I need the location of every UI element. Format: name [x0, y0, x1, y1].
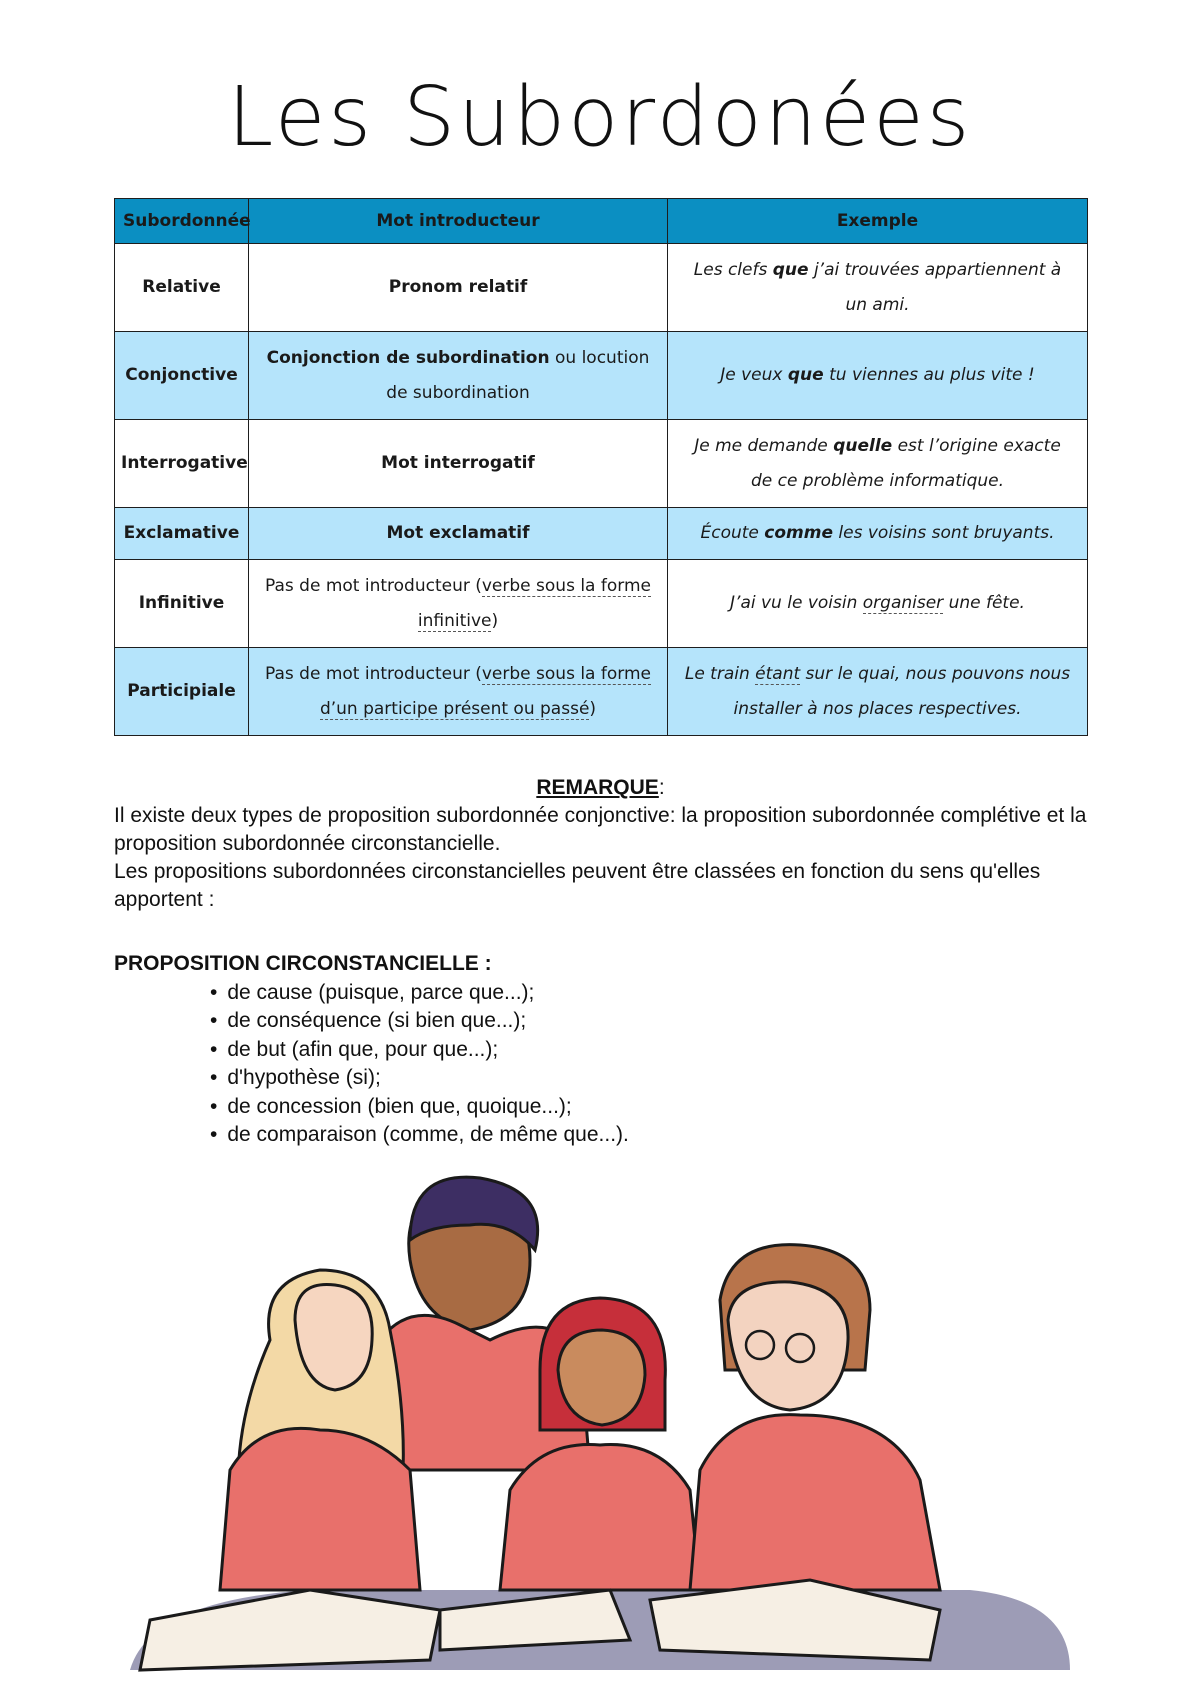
row-intro: [249, 244, 668, 332]
subordinates-table: [114, 198, 1088, 736]
row-intro: [249, 648, 668, 736]
header-exemple: Exemple: [668, 199, 1088, 244]
row-example: [668, 244, 1088, 332]
table-row: [115, 508, 1088, 560]
row-example: [668, 560, 1088, 648]
example-keyword: que: [772, 259, 809, 280]
row-name: Infinitive: [115, 560, 249, 648]
example-text: sur le quai, nous pouvons nous installer à nos places respectives.: [733, 663, 1071, 719]
intro-text: ): [491, 610, 499, 631]
example-underlined: organiser: [862, 593, 944, 613]
table-row: [115, 560, 1088, 648]
list-item: • de comparaison (comme, de même que...).: [210, 1121, 1014, 1150]
table-row: [115, 420, 1088, 508]
student-blonde: [220, 1270, 420, 1590]
row-name: Participiale: [115, 648, 249, 736]
circonstancielle-section: [114, 950, 1014, 1150]
row-example: [668, 420, 1088, 508]
page-title: Les Subordonées: [227, 70, 973, 165]
list-item: • de concession (bien que, quoique...);: [210, 1093, 1014, 1122]
list-item: • de but (afin que, pour que...);: [210, 1036, 1014, 1065]
example-keyword: que: [787, 365, 824, 385]
example-text: une fête.: [943, 593, 1025, 613]
example-keyword: comme: [764, 523, 834, 543]
example-text: Je veux: [720, 365, 788, 385]
header-mot-introducteur: Mot introducteur: [249, 199, 668, 244]
list-item: • de conséquence (si bien que...);: [210, 1007, 1014, 1036]
list-item: • de cause (puisque, parce que...);: [210, 979, 1014, 1008]
student-glasses: [690, 1245, 940, 1590]
list-item: • d'hypothèse (si);: [210, 1064, 1014, 1093]
circonstancielle-title: PROPOSITION CIRCONSTANCIELLE :: [114, 952, 492, 975]
row-intro: [249, 420, 668, 508]
table-header-row: [115, 199, 1088, 244]
remark-paragraph-1: Il existe deux types de proposition subordonnée conjonctive: la proposition subordonnée complétive et la proposition subordonnée circonstancielle.: [114, 804, 1087, 855]
row-example: [668, 648, 1088, 736]
table-row: [115, 648, 1088, 736]
intro-bold: Mot exclamatif: [386, 523, 530, 543]
intro-text: ): [589, 698, 597, 719]
students-illustration: [110, 1170, 1090, 1690]
example-text: j’ai trouvées appartiennent à un ami.: [808, 259, 1062, 315]
row-name: Interrogative: [115, 420, 249, 508]
example-text: est l’origine exacte de ce problème informatique.: [750, 435, 1061, 491]
intro-underlined: verbe sous la forme infinitive: [417, 575, 651, 631]
intro-bold: Conjonction de subordination: [266, 347, 550, 368]
row-name: Conjonctive: [115, 332, 249, 420]
intro-underlined: verbe sous la forme d’un participe présent ou passé: [319, 663, 651, 719]
example-text: J’ai vu le voisin: [730, 593, 863, 613]
intro-text: Pas de mot introducteur (: [265, 575, 482, 596]
row-name: Relative: [115, 244, 249, 332]
book-left: [140, 1590, 440, 1670]
table-row: [115, 244, 1088, 332]
header-subordonnee: Subordonnée: [115, 199, 249, 244]
row-intro: [249, 508, 668, 560]
example-text: Je me demande: [694, 435, 834, 456]
row-intro: [249, 332, 668, 420]
example-text: tu viennes au plus vite !: [823, 365, 1035, 385]
row-example: [668, 332, 1088, 420]
example-text: Les clefs: [693, 259, 773, 280]
row-intro: [249, 560, 668, 648]
intro-bold: Pronom relatif: [388, 277, 528, 297]
intro-text: ou locution de subordination: [386, 347, 650, 403]
intro-text: Pas de mot introducteur (: [265, 663, 482, 684]
example-text: Le train: [684, 663, 756, 684]
example-text: les voisins sont bruyants.: [833, 523, 1055, 543]
example-underlined: étant: [755, 663, 801, 684]
remark-paragraph-2: Les propositions subordonnées circonstancielles peuvent être classées en fonction du sens qu'elles apportent :: [114, 860, 1041, 911]
table-row: [115, 332, 1088, 420]
remark-heading: [114, 774, 1087, 802]
remark-section: [114, 774, 1087, 914]
circonstancielle-list: [114, 979, 1014, 1150]
remark-heading-text: REMARQUE: [536, 776, 659, 799]
example-keyword: quelle: [833, 435, 893, 456]
row-example: [668, 508, 1088, 560]
row-name: Exclamative: [115, 508, 249, 560]
remark-colon: :: [658, 776, 665, 799]
intro-bold: Mot interrogatif: [381, 453, 535, 473]
example-text: Écoute: [700, 523, 765, 543]
